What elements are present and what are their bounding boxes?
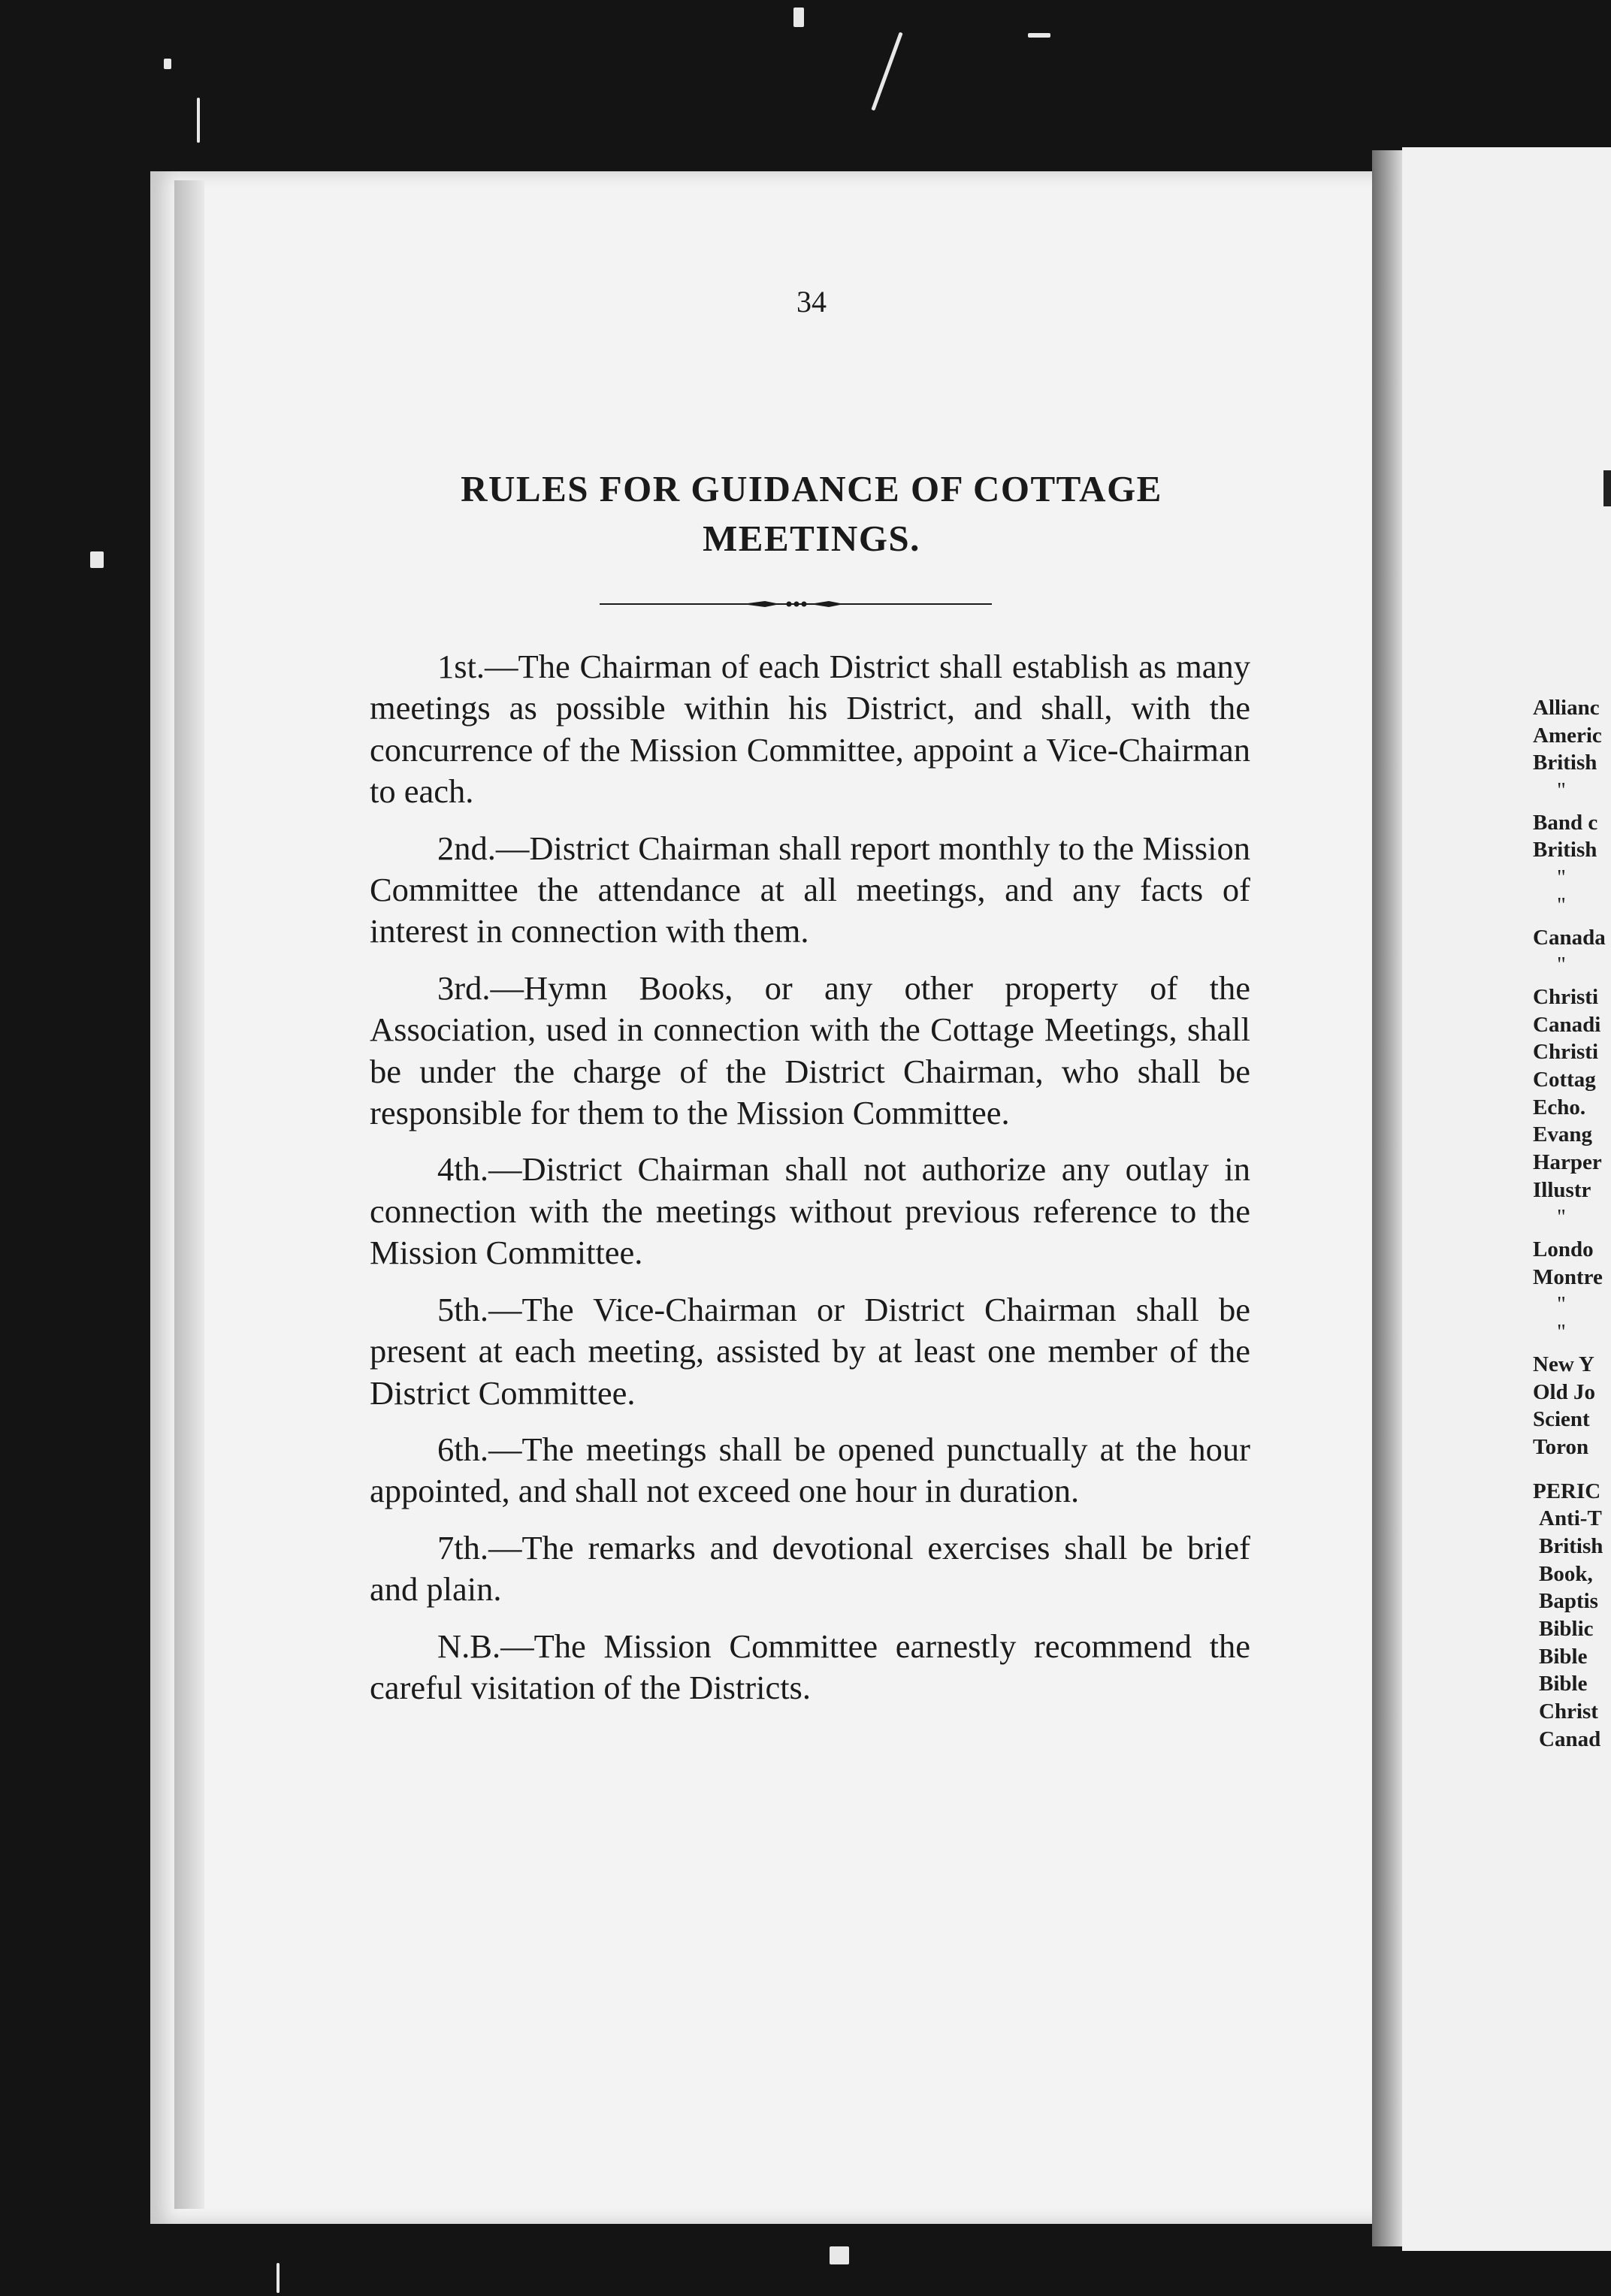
list-item: Allianc (1533, 696, 1600, 720)
list-item: Toron (1533, 1434, 1589, 1459)
scan-speck (830, 2246, 849, 2264)
list-item: Canad (1539, 1727, 1601, 1751)
scan-speck (277, 2263, 280, 2293)
rule-paragraph-4: 4th.—District Chairman shall not authorize any outlay in connection with the meetings without previous reference to the Mission Committee. (370, 1150, 1250, 1272)
title-line-1: RULES FOR GUIDANCE OF COTTAGE (461, 468, 1162, 509)
list-item: Bible (1539, 1672, 1588, 1696)
list-item: Canadi (1533, 1012, 1601, 1037)
list-item: Anti-T (1539, 1506, 1602, 1531)
rule-paragraph-1: 1st.—The Chairman of each District shall establish as many meetings as possible within his District, and shall, with the concurrence of the Mission Committee, appoint a Vice-Chairman to each. (370, 648, 1250, 811)
scan-speck (1028, 33, 1050, 38)
title-line-2: MEETINGS. (703, 518, 920, 559)
list-item: Londo (1533, 1237, 1594, 1262)
rule-paragraph-3: 3rd.—Hymn Books, or any other property of the Association, used in connection with the Cottage Meetings, shall be under the charge of the District Chairman, who shall be responsible for them to the Mission Committee. (370, 968, 1250, 1132)
list-item: " (1557, 1320, 1566, 1345)
list-item: " (1557, 866, 1566, 890)
nota-bene-paragraph: N.B.—The Mission Committee earnestly recommend the careful visitation of the Districts. (370, 1627, 1250, 1706)
list-item: Montre (1533, 1264, 1603, 1289)
list-item: British (1539, 1533, 1603, 1558)
list-item: Bible (1539, 1644, 1588, 1669)
list-item: New Y (1533, 1352, 1594, 1376)
list-item: " (1557, 1292, 1566, 1317)
right-page-title-fragment (1603, 470, 1611, 506)
list-item: Christi (1533, 1040, 1598, 1065)
list-item: British (1533, 838, 1597, 863)
list-item: Christi (1533, 984, 1598, 1009)
list-item: Baptis (1539, 1589, 1598, 1614)
list-item: Book, (1539, 1561, 1593, 1586)
list-item: Echo. (1533, 1095, 1586, 1119)
book-gutter (1372, 150, 1402, 2246)
list-item: Band c (1533, 810, 1598, 835)
right-page-list (1533, 694, 1611, 1753)
page-edge-shadow (174, 180, 204, 2209)
list-item: Americ (1533, 723, 1602, 748)
rule-paragraph-7: 7th.—The remarks and devotional exercises shall be brief and plain. (370, 1528, 1250, 1609)
list-item: Biblic (1539, 1617, 1594, 1641)
list-item: " (1557, 1205, 1566, 1230)
list-item: Evang (1533, 1122, 1592, 1147)
list-item: British (1533, 751, 1597, 775)
list-item: Old Jo (1533, 1379, 1595, 1404)
rule-paragraph-5: 5th.—The Vice-Chairman or District Chairman shall be present at each meeting, assisted by at least one member of the District Committee. (370, 1290, 1250, 1412)
scan-speck (90, 551, 104, 568)
list-item: Harper (1533, 1150, 1602, 1174)
scan-speck (164, 59, 171, 69)
list-item: Canada (1533, 925, 1606, 950)
rule-paragraph-2: 2nd.—District Chairman shall report monthly to the Mission Committee the attendance at all meetings, and any facts of interest in connection with them. (370, 829, 1250, 950)
list-item: " (1557, 953, 1566, 977)
scan-speck (871, 32, 902, 110)
rules-body (370, 646, 1250, 1724)
list-item: " (1557, 893, 1566, 917)
page-title (346, 464, 1277, 563)
page-number: 34 (796, 285, 827, 319)
list-item: Scient (1533, 1407, 1590, 1432)
scan-speck (793, 8, 804, 27)
list-item: " (1557, 778, 1566, 803)
list-item: Illustr (1533, 1177, 1591, 1202)
rule-paragraph-6: 6th.—The meetings shall be opened punctually at the hour appointed, and shall not exceed one hour in duration. (370, 1430, 1250, 1510)
list-item: Cottag (1533, 1067, 1596, 1092)
title-ornament-rule (600, 597, 992, 612)
list-item: PERIC (1533, 1479, 1601, 1503)
list-item: Christ (1539, 1699, 1598, 1724)
scan-speck (197, 98, 200, 143)
